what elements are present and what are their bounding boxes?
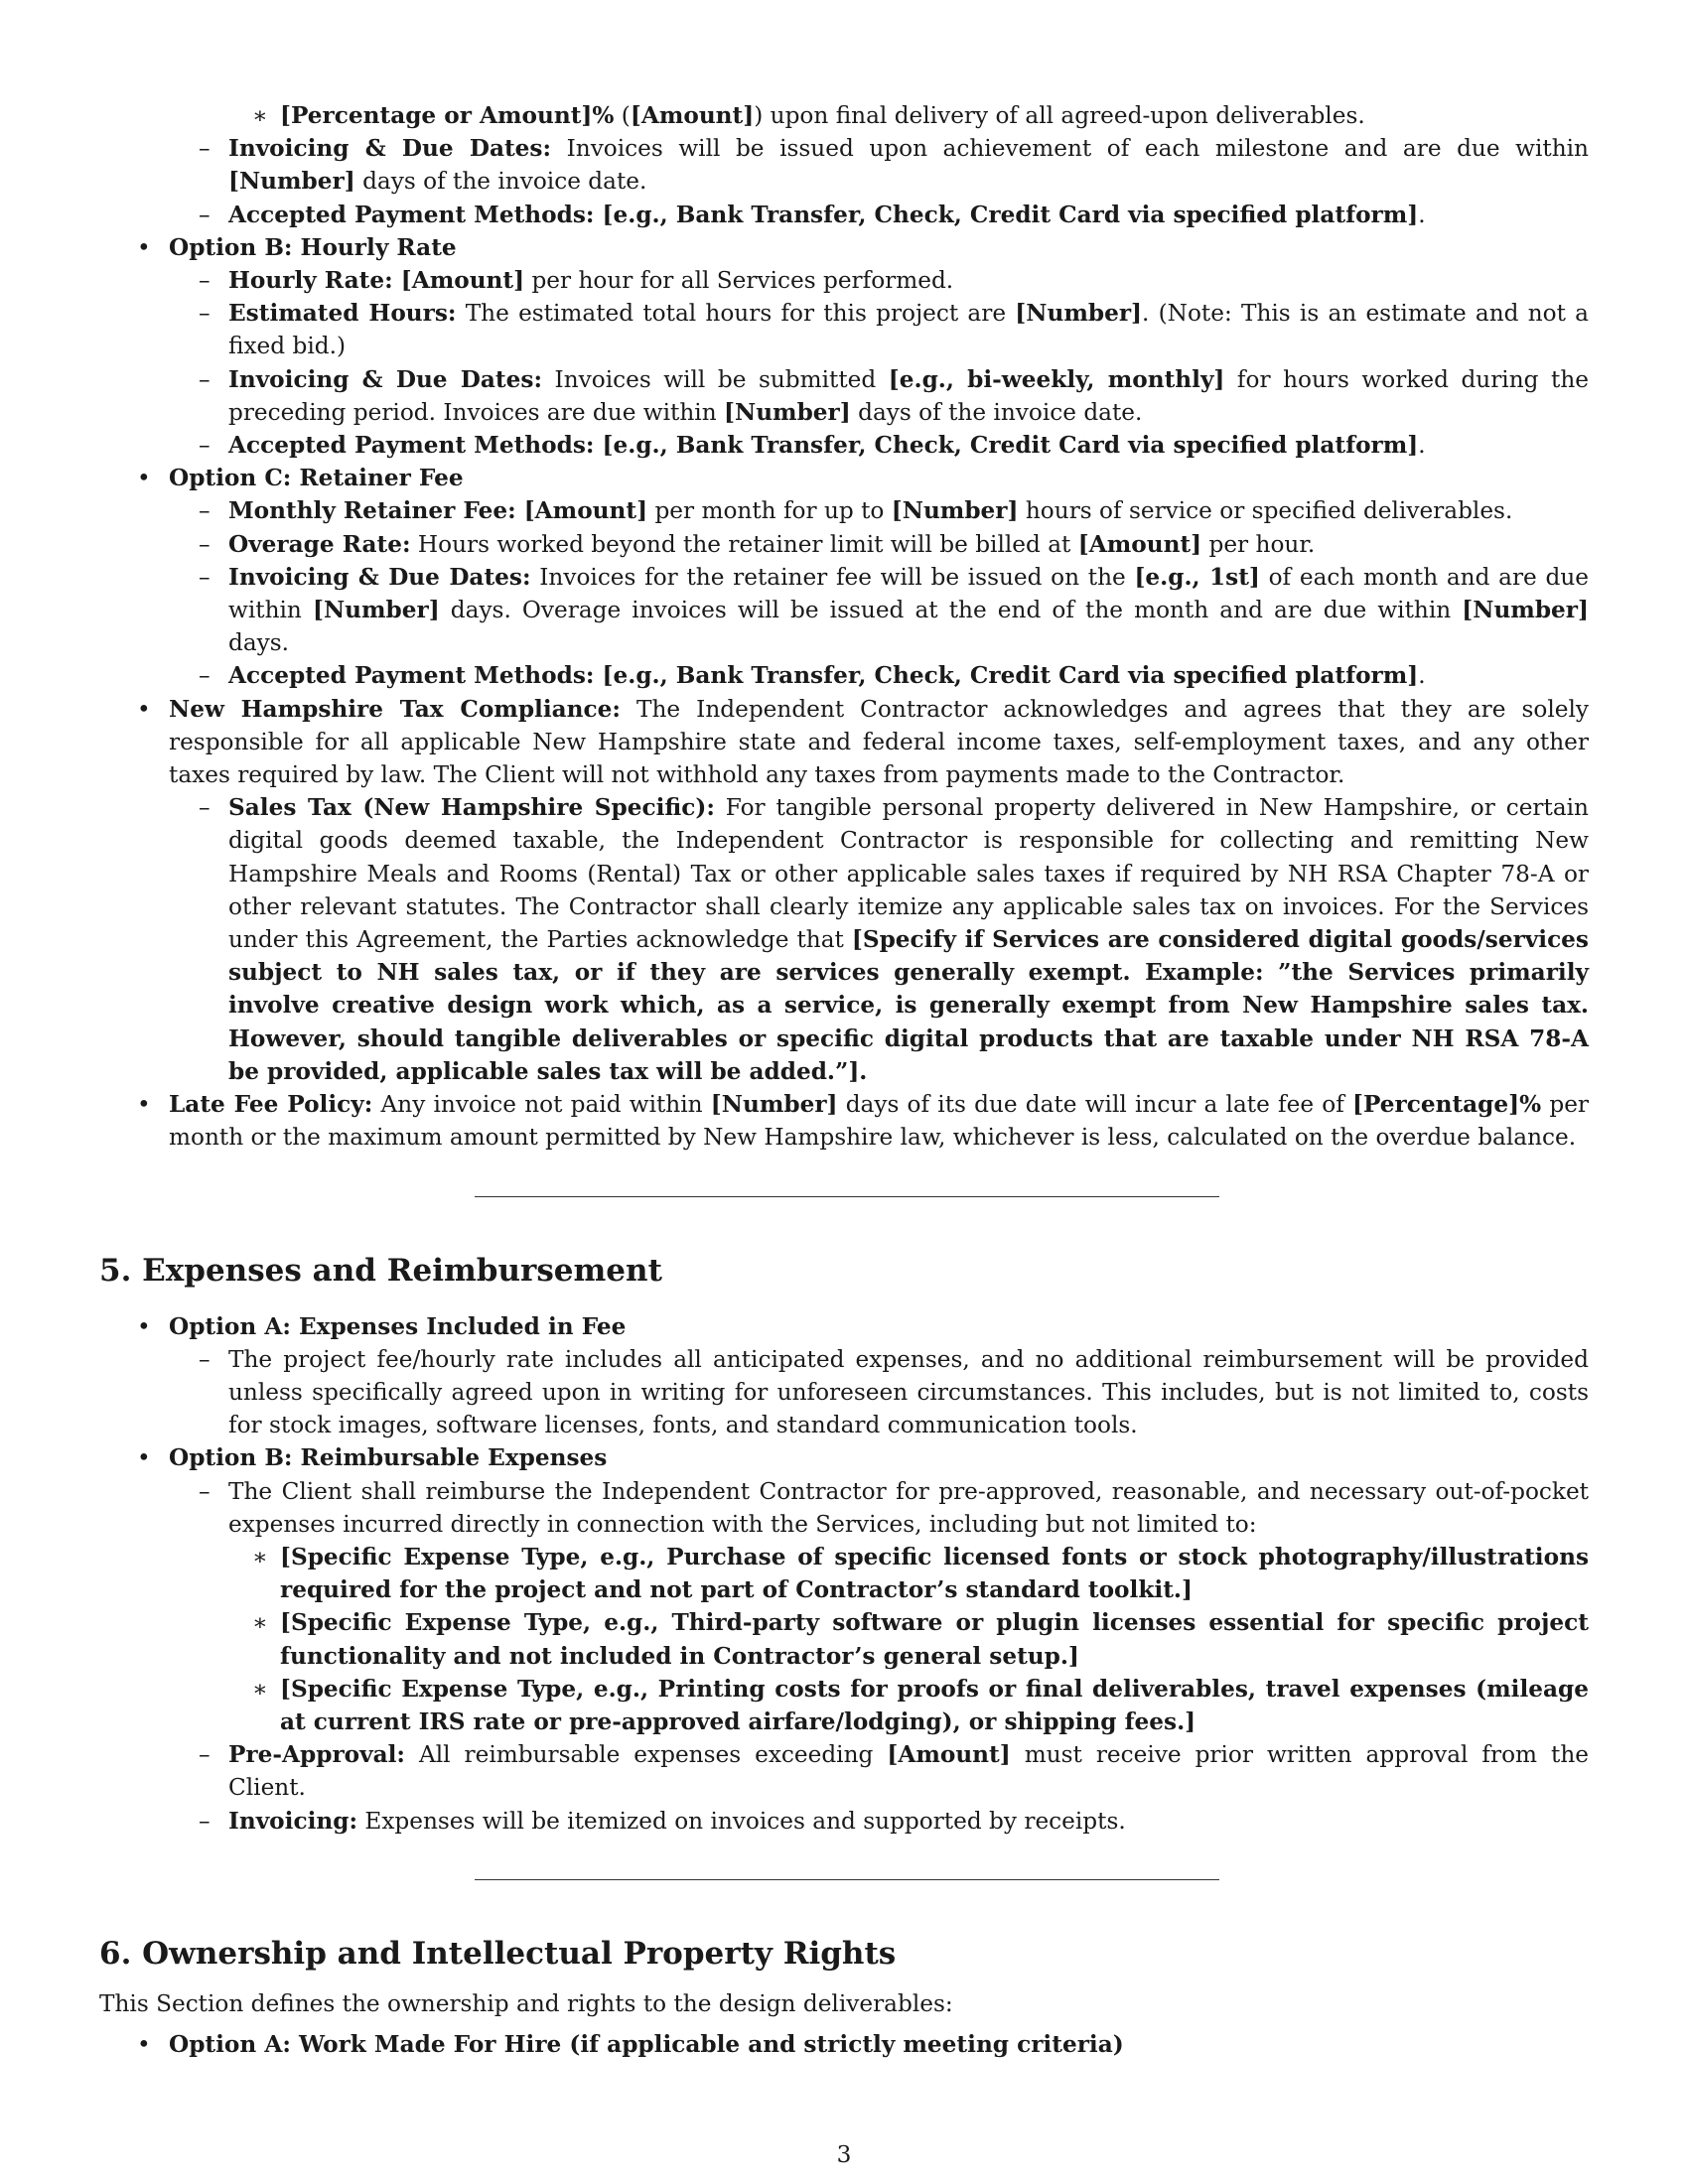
section-6-intro: This Section defines the ownership and rights to the design deliverables: <box>99 1989 953 2017</box>
overage-rate-item: – Overage Rate: Hours worked beyond the retainer limit will be billed at [Amount] per hour. <box>99 528 1589 561</box>
dash-marker: – <box>199 530 211 558</box>
hourly-rate-item: – Hourly Rate: [Amount] per hour for all Services performed. <box>99 264 1589 297</box>
bullet-marker: • <box>137 465 151 492</box>
dash-marker: – <box>199 497 211 525</box>
ownership-option-a-title: • Option A: Work Made For Hire (if applicable and strictly meeting criteria) <box>99 2028 1589 2061</box>
page-content <box>99 99 1589 2061</box>
payment-methods-option-c: – Accepted Payment Methods: [e.g., Bank Transfer, Check, Credit Card via specified platform]. <box>99 659 1589 692</box>
sales-tax-item: – Sales Tax (New Hampshire Specific): For tangible personal property delivered in New Hampshire, or certain digital goods deemed taxable, the Independent Contractor is responsible for collecting and remitting New Hampshire Meals and Rooms (Rental) Tax or other applicable sales taxes if required by NH RSA Chapter 78-A or other relevant statutes. The Contractor shall clearly itemize any applicable sales tax on invoices. For the Services under this Agreement, the Parties acknowledge that [Specify if Services are considered digital goods/services subject to NH sales tax, or if they are services generally exempt. Example: ”the Services primarily involve creative design work which, as a service, is generally exempt from New Hampshire sales tax. However, should tangible deliverables or specific digital products that are taxable under NH RSA 78-A be provided, applicable sales tax will be added.”]. <box>99 791 1589 1088</box>
section-divider <box>475 1196 1219 1197</box>
option-c-retainer-title: • Option C: Retainer Fee <box>99 462 1589 494</box>
estimated-hours-item: – Estimated Hours: The estimated total hours for this project are [Number]. (Note: This is an estimate and not a fixed bid.) <box>99 297 1589 362</box>
bullet-marker: • <box>137 1091 151 1119</box>
nh-tax-compliance: • New Hampshire Tax Compliance: The Independent Contractor acknowledges and agrees that they are solely responsible for all applicable New Hampshire state and federal income taxes, self-employment taxes, and any other taxes required by law. The Client will not withhold any taxes from payments made to the Contractor. <box>99 693 1589 792</box>
pre-approval-item: – Pre-Approval: All reimbursable expenses exceeding [Amount] must receive prior written approval from the Client. <box>99 1738 1589 1804</box>
dash-marker: – <box>199 1807 211 1835</box>
milestone-final-item: ∗ [Percentage or Amount]% ([Amount]) upon final delivery of all agreed-upon deliverables. <box>99 99 1589 132</box>
dash-marker: – <box>199 365 211 393</box>
payment-methods-option-a: – Accepted Payment Methods: [e.g., Bank Transfer, Check, Credit Card via specified platform]. <box>99 199 1589 231</box>
dash-marker: – <box>199 135 211 163</box>
dash-marker: – <box>199 300 211 328</box>
option-b-hourly-title: • Option B: Hourly Rate <box>99 231 1589 264</box>
section-6-heading: 6. Ownership and Intellectual Property Rights <box>99 1935 897 1972</box>
invoicing-option-a: – Invoicing & Due Dates: Invoices will be issued upon achievement of each milestone and are due within [Number] days of the invoice date. <box>99 132 1589 198</box>
expense-type-item: ∗ [Specific Expense Type, e.g., Third-party software or plugin licenses essential for specific project functionality and not included in Contractor’s general setup.] <box>99 1606 1589 1672</box>
expense-type-item: ∗ [Specific Expense Type, e.g., Printing costs for proofs or final deliverables, travel expenses (mileage at current IRS rate or pre-approved airfare/lodging), or shipping fees.] <box>99 1673 1589 1738</box>
bullet-marker: • <box>137 233 151 261</box>
dash-marker: – <box>199 267 211 295</box>
late-fee-policy: • Late Fee Policy: Any invoice not paid within [Number] days of its due date will incur a late fee of [Percentage]% per month or the maximum amount permitted by New Hampshire law, whichever is less, calculated on the overdue balance. <box>99 1088 1589 1154</box>
reimbursable-text: – The Client shall reimburse the Independent Contractor for pre-approved, reasonable, and necessary out-of-pocket expenses incurred directly in connection with the Services, including but not limited to: <box>99 1475 1589 1541</box>
bullet-marker: • <box>137 695 151 723</box>
star-marker: ∗ <box>252 102 268 129</box>
dash-marker: – <box>199 662 211 690</box>
star-marker: ∗ <box>252 1675 268 1703</box>
dash-marker: – <box>199 563 211 591</box>
payment-methods-option-b: – Accepted Payment Methods: [e.g., Bank Transfer, Check, Credit Card via specified platform]. <box>99 429 1589 462</box>
dash-marker: – <box>199 1477 211 1505</box>
bullet-marker: • <box>137 1444 151 1472</box>
star-marker: ∗ <box>252 1543 268 1570</box>
monthly-retainer-item: – Monthly Retainer Fee: [Amount] per month for up to [Number] hours of service or specified deliverables. <box>99 494 1589 527</box>
expense-type-item: ∗ [Specific Expense Type, e.g., Purchase of specific licensed fonts or stock photography/illustrations required for the project and not part of Contractor’s standard toolkit.] <box>99 1541 1589 1606</box>
bullet-marker: • <box>137 1312 151 1340</box>
bullet-marker: • <box>137 2030 151 2058</box>
section-5-heading: 5. Expenses and Reimbursement <box>99 1252 662 1289</box>
invoicing-option-c: – Invoicing & Due Dates: Invoices for the retainer fee will be issued on the [e.g., 1st] of each month and are due within [Number] days. Overage invoices will be issued at the end of the month and are due within [Number] days. <box>99 561 1589 660</box>
dash-marker: – <box>199 1741 211 1769</box>
invoicing-option-b: – Invoicing & Due Dates: Invoices will be submitted [e.g., bi-weekly, monthly] for hours worked during the preceding period. Invoices are due within [Number] days of the invoice date. <box>99 363 1589 429</box>
section-divider <box>475 1879 1219 1880</box>
expense-invoicing-item: – Invoicing: Expenses will be itemized on invoices and supported by receipts. <box>99 1805 1589 1838</box>
dash-marker: – <box>199 432 211 460</box>
expenses-option-a-title: • Option A: Expenses Included in Fee <box>99 1310 1589 1343</box>
expenses-included-text: – The project fee/hourly rate includes all anticipated expenses, and no additional reimbursement will be provided unless specifically agreed upon in writing for unforeseen circumstances. This includes, but is not limited to, costs for stock images, software licenses, fonts, and standard communication tools. <box>99 1343 1589 1442</box>
star-marker: ∗ <box>252 1609 268 1637</box>
page-number: 3 <box>836 2141 852 2168</box>
dash-marker: – <box>199 201 211 228</box>
dash-marker: – <box>199 1345 211 1373</box>
expenses-option-b-title: • Option B: Reimbursable Expenses <box>99 1441 1589 1474</box>
dash-marker: – <box>199 794 211 822</box>
